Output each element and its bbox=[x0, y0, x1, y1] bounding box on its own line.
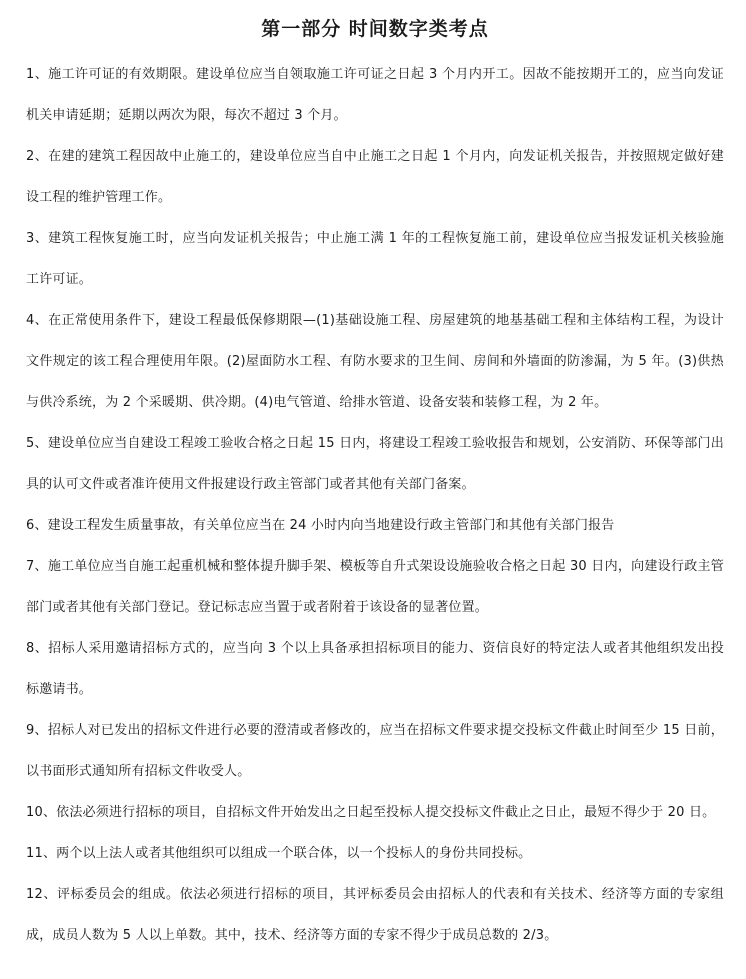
clause-3: 3、建筑工程恢复施工时，应当向发证机关报告；中止施工满 1 年的工程恢复施工前，建设单位应当报发证机关核验施工许可证。 bbox=[26, 231, 724, 287]
clause-11: 11、两个以上法人或者其他组织可以组成一个联合体，以一个投标人的身份共同投标。 bbox=[26, 846, 532, 861]
clause-5: 5、建设单位应当自建设工程竣工验收合格之日起 15 日内，将建设工程竣工验收报告和规划，公安消防、环保等部门出具的认可文件或者准许使用文件报建设行政主管部门或者其他有关部门备案。 bbox=[26, 436, 724, 492]
clause-10: 10、依法必须进行招标的项目，自招标文件开始发出之日起至投标人提交投标文件截止之日止，最短不得少于 20 日。 bbox=[26, 805, 716, 820]
clause-1: 1、施工许可证的有效期限。建设单位应当自领取施工许可证之日起 3 个月内开工。因故不能按期开工的，应当向发证机关申请延期；延期以两次为限，每次不超过 3 个月。 bbox=[26, 67, 724, 123]
clause-2: 2、在建的建筑工程因故中止施工的，建设单位应当自中止施工之日起 1 个月内，向发证机关报告，并按照规定做好建设工程的维护管理工作。 bbox=[26, 149, 724, 205]
clause-7: 7、施工单位应当自施工起重机械和整体提升脚手架、模板等自升式架设设施验收合格之日起 30 日内，向建设行政主管部门或者其他有关部门登记。登记标志应当置于或者附着于该设备的显著位置。 bbox=[26, 559, 724, 615]
clause-8: 8、招标人采用邀请招标方式的，应当向 3 个以上具备承担招标项目的能力、资信良好的特定法人或者其他组织发出投标邀请书。 bbox=[26, 641, 724, 697]
clause-6: 6、建设工程发生质量事故，有关单位应当在 24 小时内向当地建设行政主管部门和其他有关部门报告 bbox=[26, 518, 615, 533]
page-title: 第一部分 时间数字类考点 bbox=[261, 18, 489, 40]
clause-4: 4、在正常使用条件下，建设工程最低保修期限—(1)基础设施工程、房屋建筑的地基基础工程和主体结构工程，为设计文件规定的该工程合理使用年限。(2)屋面防水工程、有防水要求的卫生间、房间和外墙面的防渗漏，为 5 年。(3)供热与供冷系统，为 2 个采暖期、供冷期。(4)电气管道、给排水管道、设备安装和装修工程，为 2 年。 bbox=[26, 313, 724, 410]
clause-9: 9、招标人对已发出的招标文件进行必要的澄清或者修改的，应当在招标文件要求提交投标文件截止时间至少 15 日前，以书面形式通知所有招标文件收受人。 bbox=[26, 723, 724, 779]
clause-12: 12、评标委员会的组成。依法必须进行招标的项目，其评标委员会由招标人的代表和有关技术、经济等方面的专家组成，成员人数为 5 人以上单数。其中，技术、经济等方面的专家不得少于成员总数的 2/3。 bbox=[26, 887, 724, 943]
